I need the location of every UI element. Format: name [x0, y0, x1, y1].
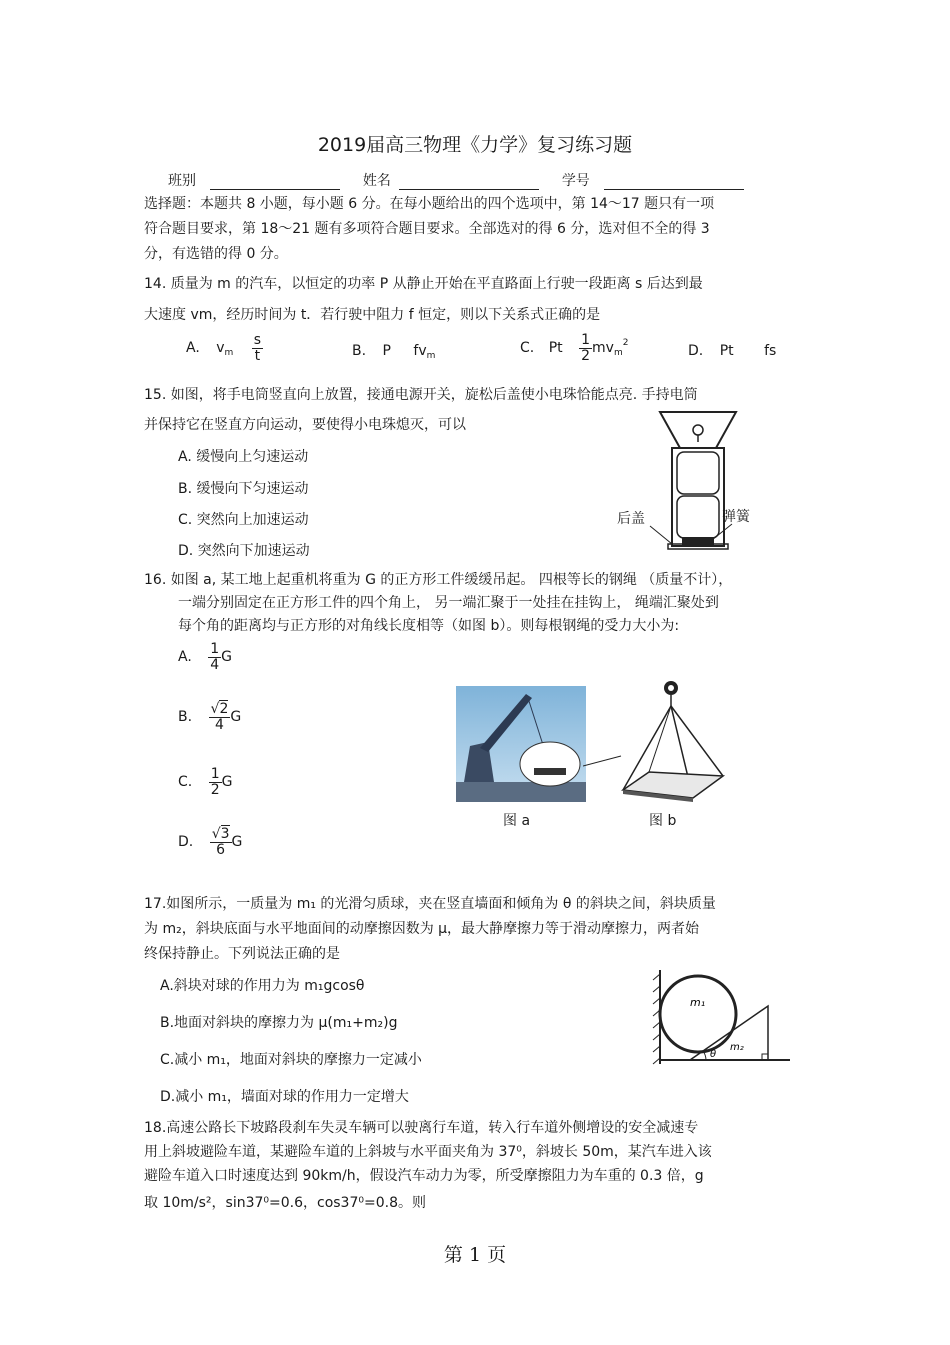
zoom-bubble: [520, 742, 580, 786]
q18-stem-4: 取 10m/s²，sin37⁰=0.6，cos37⁰=0.8。则: [144, 1195, 426, 1211]
q15-stem-1: 15. 如图，将手电筒竖直向上放置，接通电源开关，旋松后盖使小电珠恰能点亮. 手持电筒: [144, 387, 698, 403]
q16-stem-2: 一端分别固定在正方形工件的四个角上， 另一端汇聚于一处挂在挂钩上， 绳端汇聚处到: [178, 595, 719, 611]
instructions-line-3: 分，有选错的得 0 分。: [144, 246, 288, 262]
fig-a-caption: 图 a: [503, 813, 531, 829]
q18-stem-2: 用上斜坡避险车道，某避险车道的上斜坡与水平面夹角为 37⁰，斜坡长 50m，某汽车进入该: [144, 1144, 712, 1160]
instructions-line-1: 选择题：本题共 8 小题，每小题 6 分。在每小题给出的四个选项中，第 14～17 题只有一项: [144, 196, 715, 212]
battery-bottom: [677, 496, 719, 538]
fraction: $\frac{1}{2}$: [210, 766, 220, 798]
q18-stem-3: 避险车道入口时速度达到 90km/h，假设汽车动力为零，所受摩擦阻力为车重的 0.3 倍，g: [144, 1168, 704, 1184]
q15-stem-2: 并保持它在竖直方向运动，要使得小电珠熄灭，可以: [144, 417, 466, 433]
page-title: 2019届高三物理《力学》复习练习题: [317, 134, 633, 156]
q16-option-c[interactable]: C. $\frac{1}{2}$ G: [178, 766, 233, 798]
instructions-line-2: 符合题目要求，第 18～21 题有多项符合题目要求。全部选对的得 6 分，选对但不全的得 3: [144, 221, 710, 237]
id-blank[interactable]: [604, 173, 744, 190]
fig-label-spring: 弹簧: [722, 509, 750, 525]
q14-stem-2: 大速度 vm，经历时间为 t．若行驶中阻力 f 恒定，则以下关系式正确的是: [144, 307, 601, 323]
q14-option-a[interactable]: A. $v_m$ $\frac{s}{t}$: [186, 332, 262, 364]
fig-label-rear-cap: 后盖: [617, 511, 645, 527]
battery-top: [677, 452, 719, 494]
wedge: [690, 1006, 768, 1060]
q15-option-c[interactable]: C. 突然向上加速运动: [178, 512, 309, 528]
rope-pyramid-figure: [583, 676, 753, 806]
class-label: 班别: [168, 173, 196, 189]
q14-option-c[interactable]: C. Pt $\frac{1}{2}$ $mv_m^2$: [520, 332, 629, 364]
name-label: 姓名: [362, 173, 391, 189]
fig-b-caption: 图 b: [649, 813, 677, 829]
q14-option-d[interactable]: D. Pt fs: [688, 343, 777, 359]
q18-stem-1: 18.高速公路长下坡路段刹车失灵车辆可以驶离行车道，转入行车道外侧增设的安全减速专: [144, 1120, 699, 1136]
q17-stem-2: 为 m₂，斜块底面与水平地面间的动摩擦因数为 μ，最大静摩擦力等于滑动摩擦力，两者始: [144, 921, 700, 937]
q17-option-c[interactable]: C.减小 m₁，地面对斜块的摩擦力一定减小: [160, 1052, 422, 1068]
q15-option-d[interactable]: D. 突然向下加速运动: [178, 543, 310, 559]
q17-stem-3: 终保持静止。下列说法正确的是: [144, 946, 340, 962]
q14-stem-1: 14. 质量为 m 的汽车，以恒定的功率 P 从静止开始在平直路面上行驶一段距离 s 后达到最: [144, 276, 703, 292]
page-number: 第 1 页: [443, 1244, 507, 1266]
q17-option-d[interactable]: D.减小 m₁，墙面对球的作用力一定增大: [160, 1089, 409, 1105]
fraction: $\frac{1}{2}$: [581, 332, 590, 364]
fraction: $\frac{s}{t}$: [253, 332, 262, 364]
q17-stem-1: 17.如图所示，一质量为 m₁ 的光滑匀质球，夹在竖直墙面和倾角为 θ 的斜块之间，斜块质量: [144, 896, 716, 912]
ball-wedge-figure: [650, 964, 798, 1072]
id-label: 学号: [561, 173, 590, 189]
q16-option-b[interactable]: B. $\frac{√2}{4}$ G: [178, 701, 242, 733]
bulb-icon: [693, 425, 703, 435]
q16-stem-3: 每个角的距离均与正方形的对角线长度相等（如图 b）。则每根钢绳的受力大小为:: [178, 618, 680, 634]
crane-photo: [456, 686, 586, 802]
name-blank[interactable]: [399, 173, 539, 190]
q16-option-a[interactable]: A. $\frac{1}{4}$ G: [178, 641, 233, 673]
q15-option-a[interactable]: A. 缓慢向上匀速运动: [178, 449, 309, 465]
q17-option-b[interactable]: B.地面对斜块的摩擦力为 μ(m₁+m₂)g: [160, 1015, 398, 1031]
flashlight-figure: [612, 408, 782, 553]
label-m1: m₁: [690, 996, 706, 1009]
fraction: $\frac{√3}{6}$: [211, 826, 230, 858]
q16-option-d[interactable]: D. $\frac{√3}{6}$ G: [178, 826, 243, 858]
fraction: $\frac{√2}{4}$: [210, 701, 229, 733]
fraction: $\frac{1}{4}$: [210, 641, 220, 673]
q15-option-b[interactable]: B. 缓慢向下匀速运动: [178, 481, 309, 497]
label-theta: θ: [710, 1049, 717, 1060]
q14-option-b[interactable]: B. P $fv_m$: [352, 343, 436, 361]
ball: [660, 976, 736, 1052]
label-m2: m₂: [730, 1042, 744, 1053]
class-blank[interactable]: [210, 173, 340, 190]
q16-stem-1: 16. 如图 a, 某工地上起重机将重为 G 的正方形工件缓缓吊起。 四根等长的钢绳 （质量不计），: [144, 572, 733, 588]
flashlight-head: [660, 412, 736, 448]
q17-option-a[interactable]: A.斜块对球的作用力为 m₁gcosθ: [160, 978, 365, 994]
header-fields: [168, 170, 744, 190]
